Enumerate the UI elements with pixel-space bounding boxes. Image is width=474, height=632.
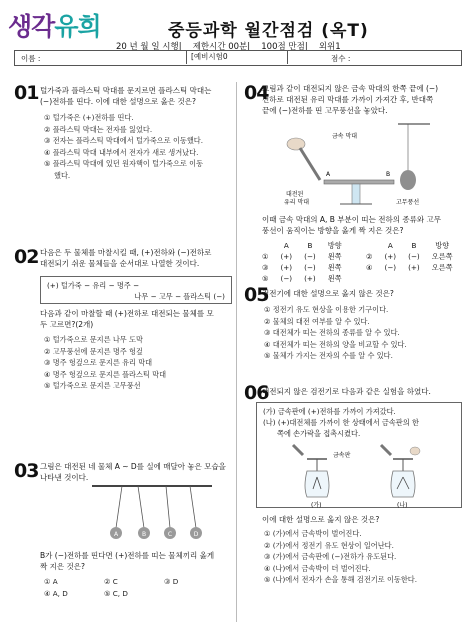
hand-icon xyxy=(410,447,420,455)
question-text: 그림과 같이 대전되지 않은 금속 막대의 한쪽 끝에 (−) 전하로 대전된 유리 막대를 가까이 가져간 후, 반대쪽 끝에 (−)전하를 띤 고무풍선을 놓았다. xyxy=(262,84,439,115)
question-number: 03 xyxy=(14,460,39,482)
option[interactable]: ② 고무풍선에 문지른 명주 헝겊 xyxy=(44,346,143,356)
option[interactable]: ① 털가죽으로 문지른 나무 도막 xyxy=(44,335,143,344)
option[interactable]: ① (+) (−) 왼쪽 xyxy=(262,252,342,261)
option[interactable]: ④ 플라스틱 막대 내부에서 전자가 새로 생겨났다. xyxy=(44,147,199,157)
option[interactable]: ③ 전자는 플라스틱 막대에서 털가죽으로 이동했다. xyxy=(44,136,204,146)
options xyxy=(264,528,468,586)
sub-question-text: B가 (−)전하를 띤다면 (+)전하를 띠는 물체끼리 옳게 짝 지은 것은? xyxy=(40,551,215,571)
fig-label: (가) xyxy=(311,502,322,509)
question-text: 검전기에 대한 설명으로 옳지 않은 것은? xyxy=(262,289,394,298)
option[interactable]: ② C xyxy=(104,577,118,586)
question-text: 대전되지 않은 검전기로 다음과 같은 실험을 하였다. xyxy=(262,387,431,396)
hanging-balls-figure xyxy=(92,484,212,544)
options xyxy=(44,576,240,599)
fig-label: B xyxy=(386,171,391,178)
option[interactable]: ② (가)에서 정전기 유도 현상이 일어난다. xyxy=(264,540,394,550)
fig-label: 대전된 xyxy=(286,191,304,198)
ball-label: A xyxy=(113,531,119,538)
option[interactable]: ③ (가)에서 금속판에 (−)전하가 유도된다. xyxy=(264,552,397,562)
name-label: 이름 : xyxy=(21,54,41,63)
option[interactable]: ① A xyxy=(44,577,58,586)
option[interactable]: ⑤ (나)에서 전자가 손을 통해 검전기로 이동한다. xyxy=(264,575,418,585)
ball-label: C xyxy=(167,531,173,538)
question-number: 04 xyxy=(244,82,269,104)
question-text: 털가죽과 플라스틱 막대를 문지르면 플라스틱 막대는 (−)전하를 띤다. 이에 대한 설명으로 옳은 것은? xyxy=(40,86,212,106)
logo: 생각유희 xyxy=(8,12,101,41)
ball-label: D xyxy=(193,531,199,538)
fig-label: 고무풍선 xyxy=(396,199,420,206)
fig-label: A xyxy=(326,171,331,178)
page-title: 중등과학 월간점검 (옥T) xyxy=(168,21,369,41)
question-number: 06 xyxy=(244,382,269,404)
question-text: 그림은 대전된 네 물체 A ~ D를 실에 매달아 놓은 모습을 나타낸 것이다. xyxy=(40,462,226,482)
option[interactable]: ⑤ 털가죽으로 문지른 고무풍선 xyxy=(44,381,141,391)
options xyxy=(44,112,240,182)
option[interactable]: ⑤ C, D xyxy=(104,588,128,598)
option[interactable]: ④ 명주 헝겊으로 문지른 플라스틱 막대 xyxy=(44,369,167,379)
fig-label: (나) xyxy=(397,502,408,509)
sub-question-text: 이때 금속 막대의 A, B 부분이 띠는 전하의 종류와 고무 풍선이 움직이는 방향을 옳게 짝 지은 것은? xyxy=(262,215,442,235)
option[interactable]: ② (+) (−) 오른쪽 xyxy=(366,252,453,261)
option[interactable]: ① 정전기 유도 현상을 이용한 기구이다. xyxy=(264,305,389,314)
option[interactable]: ④ (나)에서 금속박이 더 벌어진다. xyxy=(264,563,371,573)
experiment-box: (가) 금속판에 (+)전하를 가까이 가져갔다. (나) (+)대전체를 가까이 한 상태에서 금속판의 한 쪽에 손가락을 접촉시켰다. 금속판 (가) (나) xyxy=(256,402,462,508)
option[interactable]: ③ 명주 헝겊으로 문지른 유리 막대 xyxy=(44,358,153,368)
question-number: 05 xyxy=(244,284,269,306)
balloon xyxy=(400,170,416,190)
electroscope-jar xyxy=(391,471,415,497)
sub-question-text: 다음과 같이 마찰할 때 (+)전하로 대전되는 물체를 모 두 고르면?(2개) xyxy=(40,309,214,329)
option[interactable]: ④ 대전체가 띠는 전하의 양을 비교할 수 있다. xyxy=(264,339,407,349)
exam-label: [예비시험0 xyxy=(186,50,288,64)
electroscope-jar xyxy=(305,471,329,497)
answer-table-left: A B 방향 ① (+) (−) 왼쪽 ③ (+) (−) 왼쪽 ⑤ (−) (+) 왼쪽 xyxy=(256,240,348,284)
fig-label: 금속판 xyxy=(333,452,351,459)
option[interactable]: ⑤ 물체가 가지는 전자의 수를 알 수 있다. xyxy=(264,351,393,361)
option[interactable]: ⑤ (−) (+) 왼쪽 xyxy=(262,274,342,283)
question-number: 01 xyxy=(14,82,39,104)
option[interactable]: ⑤ 플라스틱 막대에 있던 원자핵이 털가죽으로 이동 xyxy=(44,159,204,169)
option[interactable]: ③ 대전체가 띠는 전하의 종류를 알 수 있다. xyxy=(264,328,400,338)
option[interactable]: ③ D xyxy=(164,577,179,586)
fig-label: 유리 막대 xyxy=(284,199,310,206)
option[interactable]: ① (가)에서 금속박이 벌어진다. xyxy=(264,529,362,538)
metal-rod-figure xyxy=(280,122,440,210)
order-box: (+) 털가죽 − 유리 − 명주 − 나무 − 고무 − 플라스틱 (−) xyxy=(40,276,232,304)
sub-question-text: 이에 대한 설명으로 옳지 않은 것은? xyxy=(262,515,380,524)
option[interactable]: ③ (+) (−) 왼쪽 xyxy=(262,263,342,272)
options xyxy=(44,334,240,392)
exam-info: 20 년 월 일 시행| 제한시간 00분| 100점 만점| 외위1 xyxy=(116,42,341,52)
stand xyxy=(352,184,360,204)
option[interactable]: ④ A, D xyxy=(44,588,68,598)
hand-icon xyxy=(287,138,305,150)
score-label: 점수 : xyxy=(331,54,351,63)
option[interactable]: 했다. xyxy=(54,170,71,180)
glass-rod xyxy=(300,148,320,180)
metal-rod xyxy=(324,180,394,184)
electroscope-figure xyxy=(263,441,455,509)
question-number: 02 xyxy=(14,246,39,268)
option[interactable]: ① 털가죽은 (+)전하를 띤다. xyxy=(44,113,134,122)
answer-table-right: A B 방향 ② (+) (−) 오른쪽 ④ (−) (+) 오른쪽 xyxy=(360,240,459,273)
option[interactable]: ② 플라스틱 막대는 전자를 잃었다. xyxy=(44,124,153,134)
options xyxy=(264,304,468,362)
option[interactable]: ④ (−) (+) 오른쪽 xyxy=(366,263,453,272)
question-text: 다음은 두 물체를 마찰시킬 때, (+)전하와 (−)전하로 대전되기 쉬운 물체들을 순서대로 나열한 것이다. xyxy=(40,248,212,268)
fig-label: 금속 막대 xyxy=(332,133,358,140)
ball-label: B xyxy=(141,531,147,538)
option[interactable]: ② 물체의 대전 여부를 알 수 있다. xyxy=(264,316,370,326)
